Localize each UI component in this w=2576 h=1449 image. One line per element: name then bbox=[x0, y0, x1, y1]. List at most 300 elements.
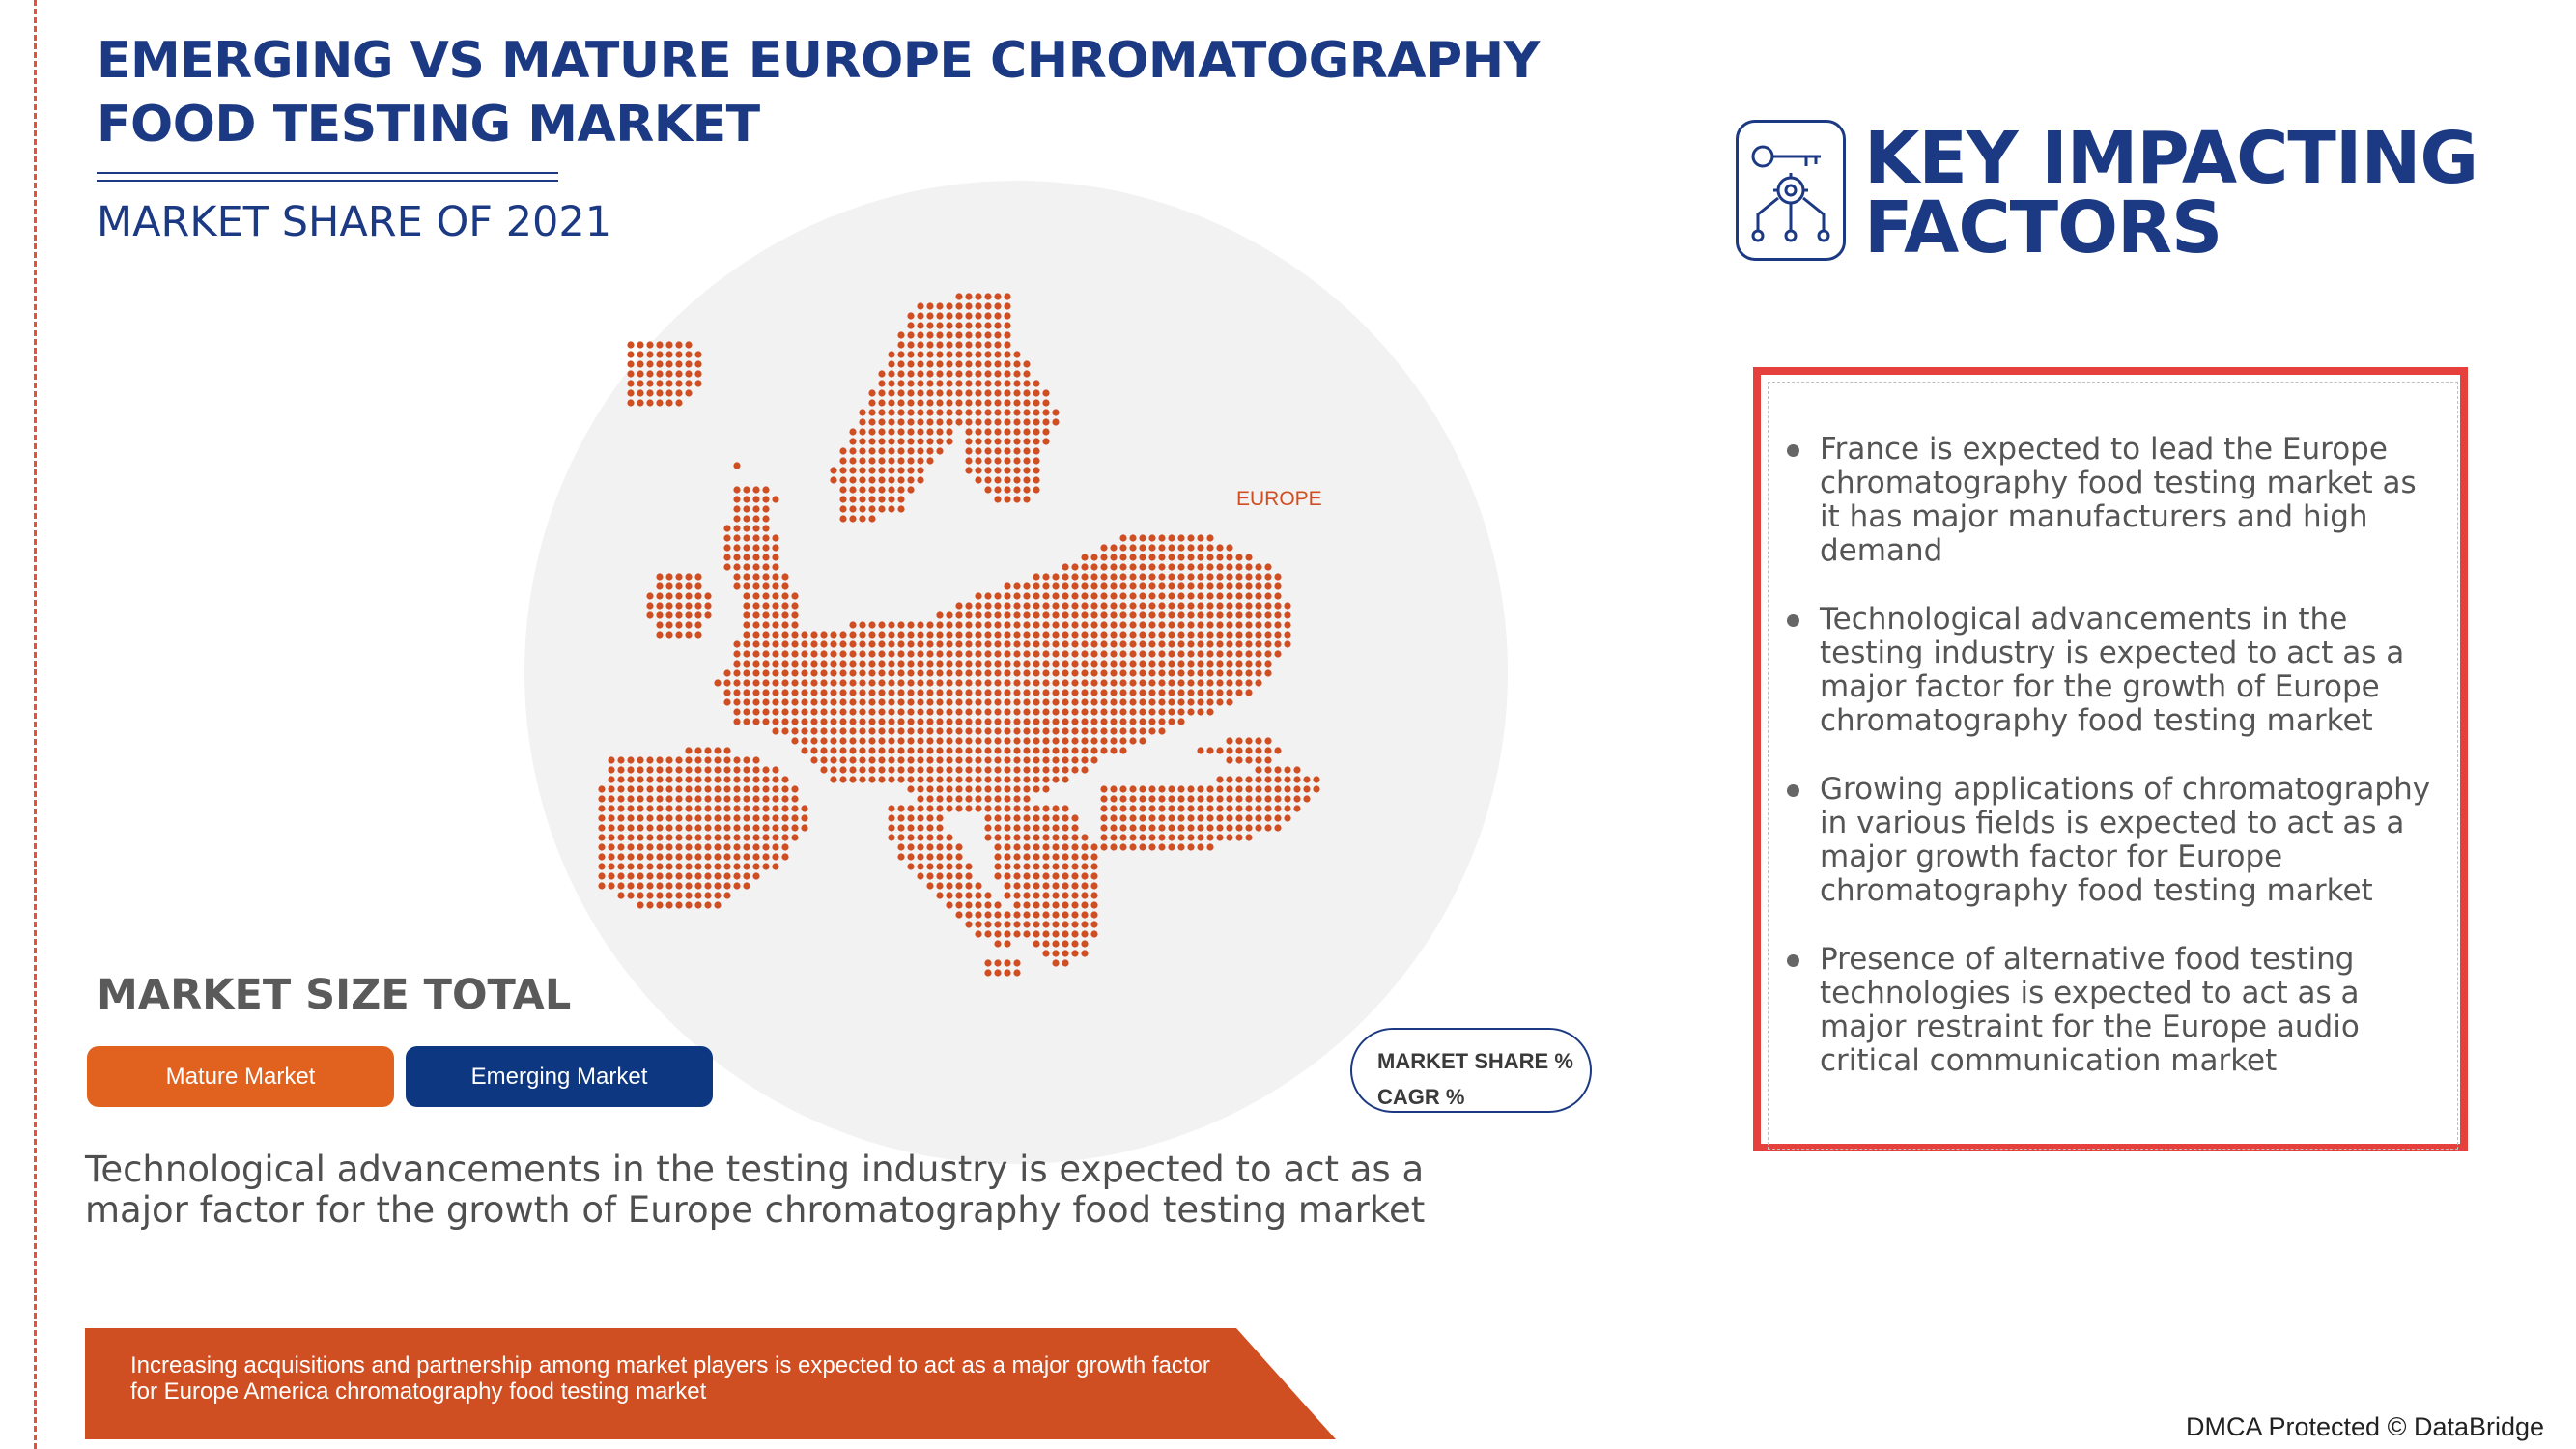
map-dot bbox=[1062, 814, 1068, 821]
map-dot bbox=[1023, 698, 1030, 705]
map-dot bbox=[917, 737, 923, 744]
map-dot bbox=[1013, 747, 1020, 753]
map-dot bbox=[897, 669, 904, 676]
map-dot bbox=[646, 776, 653, 782]
map-dot bbox=[1110, 718, 1117, 724]
map-dot bbox=[743, 525, 750, 531]
map-dot bbox=[936, 747, 943, 753]
map-dot bbox=[1148, 814, 1155, 821]
map-dot bbox=[656, 766, 663, 773]
map-dot bbox=[714, 892, 721, 898]
map-dot bbox=[1004, 650, 1010, 657]
map-dot bbox=[897, 708, 904, 715]
map-dot bbox=[859, 496, 865, 502]
map-dot bbox=[1158, 602, 1165, 609]
map-dot bbox=[1052, 611, 1059, 618]
map-dot bbox=[936, 370, 943, 377]
map-dot bbox=[1081, 756, 1088, 763]
map-dot bbox=[617, 795, 624, 802]
map-dot bbox=[1052, 901, 1059, 908]
map-dot bbox=[897, 843, 904, 850]
map-dot bbox=[1004, 940, 1010, 947]
map-dot bbox=[685, 360, 692, 367]
map-dot bbox=[733, 708, 740, 715]
map-dot bbox=[733, 698, 740, 705]
map-dot bbox=[888, 660, 894, 667]
map-dot bbox=[897, 689, 904, 696]
map-dot bbox=[917, 650, 923, 657]
map-dot bbox=[1023, 409, 1030, 415]
map-dot bbox=[946, 853, 952, 860]
map-dot bbox=[878, 486, 885, 493]
map-dot bbox=[1177, 669, 1184, 676]
map-dot bbox=[733, 554, 740, 560]
map-dot bbox=[685, 901, 692, 908]
map-dot bbox=[984, 322, 991, 328]
map-dot bbox=[1158, 544, 1165, 551]
map-dot bbox=[955, 631, 962, 638]
map-dot bbox=[888, 399, 894, 406]
map-dot bbox=[1013, 776, 1020, 782]
map-dot bbox=[810, 640, 817, 647]
map-dot bbox=[936, 834, 943, 840]
map-dot bbox=[1129, 708, 1136, 715]
map-dot bbox=[1216, 834, 1223, 840]
map-dot bbox=[1013, 438, 1020, 444]
map-dot bbox=[994, 718, 1001, 724]
map-dot bbox=[1168, 602, 1175, 609]
map-dot bbox=[1033, 921, 1039, 927]
map-dot bbox=[1090, 621, 1097, 628]
map-dot bbox=[955, 341, 962, 348]
map-dot bbox=[926, 428, 933, 435]
map-dot bbox=[733, 525, 740, 531]
map-dot bbox=[1033, 814, 1039, 821]
map-dot bbox=[1139, 727, 1146, 734]
map-dot bbox=[936, 438, 943, 444]
map-dot bbox=[984, 360, 991, 367]
map-dot bbox=[1148, 708, 1155, 715]
map-dot bbox=[936, 341, 943, 348]
map-dot bbox=[685, 621, 692, 628]
map-dot bbox=[1226, 776, 1232, 782]
map-dot bbox=[994, 293, 1001, 299]
map-dot bbox=[1042, 843, 1049, 850]
map-dot bbox=[994, 486, 1001, 493]
map-dot bbox=[994, 863, 1001, 869]
map-dot bbox=[1004, 380, 1010, 386]
map-dot bbox=[1206, 805, 1213, 811]
map-dot bbox=[878, 679, 885, 686]
map-dot bbox=[975, 747, 981, 753]
map-dot bbox=[955, 853, 962, 860]
map-dot bbox=[907, 747, 914, 753]
map-dot bbox=[733, 650, 740, 657]
map-dot bbox=[839, 476, 846, 483]
map-dot bbox=[917, 824, 923, 831]
market-share-cagr-badge bbox=[1350, 1028, 1592, 1113]
map-dot bbox=[1119, 544, 1126, 551]
map-dot bbox=[656, 351, 663, 357]
map-dot bbox=[1110, 554, 1117, 560]
map-dot bbox=[646, 872, 653, 879]
map-dot bbox=[936, 718, 943, 724]
map-dot bbox=[1100, 718, 1107, 724]
map-dot bbox=[1197, 679, 1203, 686]
map-dot bbox=[984, 370, 991, 377]
map-dot bbox=[849, 756, 856, 763]
map-dot bbox=[849, 689, 856, 696]
map-dot bbox=[917, 718, 923, 724]
map-dot bbox=[897, 505, 904, 512]
map-dot bbox=[1062, 621, 1068, 628]
map-dot bbox=[772, 669, 778, 676]
map-dot bbox=[907, 718, 914, 724]
map-dot bbox=[1187, 824, 1194, 831]
map-dot bbox=[1071, 611, 1078, 618]
map-dot bbox=[946, 409, 952, 415]
map-dot bbox=[975, 360, 981, 367]
map-dot bbox=[1274, 824, 1281, 831]
map-dot bbox=[752, 853, 759, 860]
map-dot bbox=[733, 872, 740, 879]
map-dot bbox=[1177, 824, 1184, 831]
map-dot bbox=[1013, 834, 1020, 840]
map-dot bbox=[791, 611, 798, 618]
map-dot bbox=[781, 592, 788, 599]
map-dot bbox=[675, 399, 682, 406]
map-dot bbox=[646, 756, 653, 763]
map-dot bbox=[1004, 843, 1010, 850]
map-dot bbox=[907, 621, 914, 628]
map-dot bbox=[1062, 679, 1068, 686]
map-dot bbox=[1004, 496, 1010, 502]
map-dot bbox=[994, 824, 1001, 831]
map-dot bbox=[1081, 582, 1088, 589]
map-dot bbox=[694, 631, 701, 638]
map-dot bbox=[656, 805, 663, 811]
map-dot bbox=[839, 689, 846, 696]
map-dot bbox=[1129, 805, 1136, 811]
map-dot bbox=[1110, 679, 1117, 686]
map-dot bbox=[1033, 766, 1039, 773]
map-dot bbox=[627, 756, 634, 763]
map-dot bbox=[1187, 592, 1194, 599]
map-dot bbox=[772, 863, 778, 869]
map-dot bbox=[1187, 563, 1194, 570]
map-dot bbox=[897, 621, 904, 628]
map-dot bbox=[1033, 399, 1039, 406]
map-dot bbox=[656, 776, 663, 782]
map-dot bbox=[917, 447, 923, 454]
map-dot bbox=[926, 360, 933, 367]
map-dot bbox=[1139, 592, 1146, 599]
map-dot bbox=[801, 747, 807, 753]
map-dot bbox=[1197, 582, 1203, 589]
map-dot bbox=[1090, 631, 1097, 638]
map-dot bbox=[1090, 853, 1097, 860]
map-dot bbox=[704, 863, 711, 869]
map-dot bbox=[1062, 834, 1068, 840]
map-dot bbox=[820, 689, 827, 696]
map-dot bbox=[1197, 592, 1203, 599]
map-dot bbox=[1139, 805, 1146, 811]
map-dot bbox=[772, 534, 778, 541]
map-dot bbox=[1042, 418, 1049, 425]
map-dot bbox=[1090, 689, 1097, 696]
map-dot bbox=[984, 814, 991, 821]
map-dot bbox=[917, 380, 923, 386]
map-dot bbox=[1081, 882, 1088, 889]
map-dot bbox=[820, 631, 827, 638]
map-dot bbox=[1004, 351, 1010, 357]
map-dot bbox=[917, 853, 923, 860]
map-dot bbox=[1255, 602, 1261, 609]
map-dot bbox=[820, 718, 827, 724]
map-dot bbox=[1090, 901, 1097, 908]
map-dot bbox=[1033, 640, 1039, 647]
map-dot bbox=[839, 727, 846, 734]
map-dot bbox=[878, 476, 885, 483]
map-dot bbox=[1110, 737, 1117, 744]
map-dot bbox=[685, 863, 692, 869]
map-dot bbox=[830, 698, 836, 705]
map-dot bbox=[1264, 824, 1271, 831]
map-dot bbox=[1148, 573, 1155, 580]
map-dot bbox=[685, 380, 692, 386]
map-dot bbox=[1013, 921, 1020, 927]
map-dot bbox=[946, 370, 952, 377]
map-dot bbox=[1206, 843, 1213, 850]
map-dot bbox=[984, 805, 991, 811]
map-dot bbox=[975, 631, 981, 638]
map-dot bbox=[975, 930, 981, 937]
map-dot bbox=[1206, 708, 1213, 715]
map-dot bbox=[1139, 708, 1146, 715]
map-dot bbox=[1081, 698, 1088, 705]
map-dot bbox=[675, 621, 682, 628]
map-dot bbox=[1023, 660, 1030, 667]
map-dot bbox=[608, 776, 614, 782]
map-dot bbox=[878, 756, 885, 763]
map-dot bbox=[1148, 631, 1155, 638]
map-dot bbox=[1023, 467, 1030, 473]
map-dot bbox=[1235, 834, 1242, 840]
map-dot bbox=[1168, 592, 1175, 599]
map-dot bbox=[1062, 631, 1068, 638]
map-dot bbox=[1004, 795, 1010, 802]
map-dot bbox=[608, 785, 614, 792]
map-dot bbox=[965, 679, 972, 686]
map-dot bbox=[859, 708, 865, 715]
map-dot bbox=[791, 669, 798, 676]
map-dot bbox=[1119, 795, 1126, 802]
europe-dot-group bbox=[598, 293, 1319, 976]
map-dot bbox=[1119, 592, 1126, 599]
map-dot bbox=[1110, 650, 1117, 657]
map-dot bbox=[946, 805, 952, 811]
map-dot bbox=[926, 380, 933, 386]
map-dot bbox=[762, 621, 769, 628]
map-dot bbox=[1062, 959, 1068, 966]
emerging-market-button[interactable]: Emerging Market bbox=[406, 1046, 713, 1107]
map-dot bbox=[733, 689, 740, 696]
map-dot bbox=[897, 747, 904, 753]
map-dot bbox=[656, 892, 663, 898]
map-dot bbox=[1177, 834, 1184, 840]
map-dot bbox=[984, 428, 991, 435]
map-dot bbox=[1023, 486, 1030, 493]
map-dot bbox=[955, 650, 962, 657]
map-dot bbox=[762, 805, 769, 811]
map-dot bbox=[849, 766, 856, 773]
map-dot bbox=[772, 621, 778, 628]
map-dot bbox=[637, 380, 643, 386]
map-dot bbox=[608, 872, 614, 879]
map-dot bbox=[1119, 660, 1126, 667]
map-dot bbox=[984, 602, 991, 609]
map-dot bbox=[1139, 698, 1146, 705]
map-dot bbox=[646, 834, 653, 840]
map-dot bbox=[849, 476, 856, 483]
map-dot bbox=[1274, 621, 1281, 628]
map-dot bbox=[675, 573, 682, 580]
map-dot bbox=[743, 843, 750, 850]
map-dot bbox=[781, 611, 788, 618]
map-dot bbox=[1062, 853, 1068, 860]
map-dot bbox=[1129, 621, 1136, 628]
map-dot bbox=[830, 766, 836, 773]
map-dot bbox=[752, 573, 759, 580]
map-dot bbox=[926, 302, 933, 309]
map-dot bbox=[965, 650, 972, 657]
map-dot bbox=[646, 380, 653, 386]
map-dot bbox=[1119, 814, 1126, 821]
map-dot bbox=[946, 650, 952, 657]
map-dot bbox=[917, 631, 923, 638]
map-dot bbox=[1052, 727, 1059, 734]
map-dot bbox=[868, 467, 875, 473]
map-dot bbox=[1090, 737, 1097, 744]
map-dot bbox=[897, 389, 904, 396]
map-dot bbox=[868, 669, 875, 676]
map-dot bbox=[1033, 389, 1039, 396]
map-dot bbox=[868, 621, 875, 628]
map-dot bbox=[1226, 602, 1232, 609]
map-dot bbox=[1119, 747, 1126, 753]
map-dot bbox=[1004, 360, 1010, 367]
map-dot bbox=[1206, 544, 1213, 551]
map-dot bbox=[1177, 611, 1184, 618]
map-dot bbox=[1226, 631, 1232, 638]
map-dot bbox=[926, 660, 933, 667]
map-dot bbox=[1033, 380, 1039, 386]
map-dot bbox=[627, 872, 634, 879]
map-dot bbox=[1177, 698, 1184, 705]
map-dot bbox=[1197, 573, 1203, 580]
europe-dot-map bbox=[524, 181, 1508, 1164]
map-dot bbox=[1264, 582, 1271, 589]
map-dot bbox=[965, 911, 972, 918]
map-dot bbox=[907, 776, 914, 782]
map-dot bbox=[1090, 921, 1097, 927]
map-dot bbox=[1110, 640, 1117, 647]
map-dot bbox=[820, 669, 827, 676]
map-dot bbox=[888, 631, 894, 638]
map-dot bbox=[1139, 737, 1146, 744]
mature-market-button[interactable]: Mature Market bbox=[87, 1046, 394, 1107]
map-dot bbox=[1168, 698, 1175, 705]
map-dot bbox=[1100, 621, 1107, 628]
map-dot bbox=[907, 457, 914, 464]
map-dot bbox=[1023, 766, 1030, 773]
map-dot bbox=[656, 795, 663, 802]
map-dot bbox=[1110, 824, 1117, 831]
map-dot bbox=[752, 505, 759, 512]
map-dot bbox=[946, 380, 952, 386]
map-dot bbox=[994, 843, 1001, 850]
map-dot bbox=[975, 602, 981, 609]
map-dot bbox=[994, 457, 1001, 464]
map-dot bbox=[752, 640, 759, 647]
map-dot bbox=[1129, 554, 1136, 560]
map-dot bbox=[955, 669, 962, 676]
map-dot bbox=[675, 370, 682, 377]
map-dot bbox=[665, 756, 672, 763]
map-dot bbox=[1004, 785, 1010, 792]
map-dot bbox=[1168, 563, 1175, 570]
map-dot bbox=[917, 679, 923, 686]
map-dot bbox=[791, 602, 798, 609]
map-dot bbox=[1148, 698, 1155, 705]
map-dot bbox=[984, 438, 991, 444]
map-dot bbox=[1139, 660, 1146, 667]
map-dot bbox=[1013, 727, 1020, 734]
map-dot bbox=[1245, 747, 1252, 753]
map-dot bbox=[839, 457, 846, 464]
map-dot bbox=[1033, 660, 1039, 667]
map-dot bbox=[859, 650, 865, 657]
map-dot bbox=[617, 785, 624, 792]
map-dot bbox=[984, 892, 991, 898]
map-dot bbox=[917, 331, 923, 338]
map-dot bbox=[994, 428, 1001, 435]
map-dot bbox=[1245, 563, 1252, 570]
map-dot bbox=[1226, 795, 1232, 802]
map-dot bbox=[646, 370, 653, 377]
map-dot bbox=[714, 853, 721, 860]
map-dot bbox=[907, 669, 914, 676]
map-dot bbox=[1023, 389, 1030, 396]
map-dot bbox=[1071, 814, 1078, 821]
map-dot bbox=[1110, 689, 1117, 696]
map-dot bbox=[1090, 602, 1097, 609]
map-dot bbox=[675, 882, 682, 889]
map-dot bbox=[936, 853, 943, 860]
map-dot bbox=[781, 776, 788, 782]
map-dot bbox=[1284, 805, 1290, 811]
map-dot bbox=[946, 689, 952, 696]
map-dot bbox=[1206, 785, 1213, 792]
map-dot bbox=[1100, 611, 1107, 618]
map-dot bbox=[1129, 650, 1136, 657]
map-dot bbox=[849, 428, 856, 435]
map-dot bbox=[1148, 582, 1155, 589]
map-dot bbox=[1206, 621, 1213, 628]
map-dot bbox=[733, 756, 740, 763]
map-dot bbox=[675, 341, 682, 348]
map-dot bbox=[1206, 689, 1213, 696]
